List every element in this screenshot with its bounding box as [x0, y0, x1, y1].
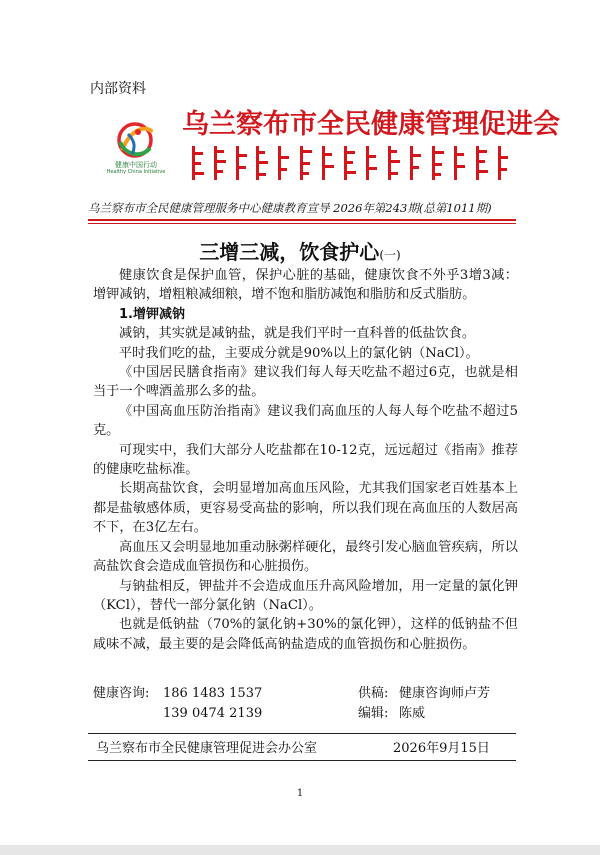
paragraph: 平时我们吃的盐，主要成分就是90%以上的氯化钠（NaCl）。: [119, 345, 479, 361]
consult-label: 健康咨询:: [93, 686, 150, 701]
footer-rule-top: [88, 733, 516, 734]
paragraph: 减钠，其实就是减钠盐，就是我们平时一直科普的低盐饮食。: [119, 326, 476, 342]
viewer-background: [0, 845, 600, 855]
paragraph: 《中国居民膳食指南》建议我们每人每天吃盐不超过6克，也就是相当于一个啤酒盖那么多的盐。: [93, 365, 518, 400]
masthead-rule-thick: [88, 219, 516, 221]
article-title-text: 三增三减，饮食护心: [199, 240, 380, 264]
paragraph: 与钠盐相反，钾盐并不会造成血压升高风险增加，用一定量的氯化钾（KCl），替代一部分氯化钠（NaCl）。: [93, 578, 518, 613]
article-title: [0, 236, 600, 265]
source-label: 供稿:: [358, 686, 389, 701]
paragraph: 也就是低钠盐（70%的氯化钠+30%的氯化钾），这样的低钠盐不但咸味不减，最主要的是会降低高钠盐造成的血管损伤和心脏损伤。: [93, 617, 518, 652]
editor-value: 陈威: [399, 706, 426, 721]
internal-label: 内部资料: [90, 81, 146, 97]
masthead-rule-thin: [88, 223, 516, 224]
issue-line: 乌兰察布市全民健康管理服务中心健康教育宣导 2026年第243期(总第1011期): [88, 201, 492, 215]
section-heading: 1.增钾减钠: [119, 306, 185, 322]
mongolian-script-graphic: [190, 142, 510, 186]
masthead-title: 乌兰察布市全民健康管理促进会: [182, 109, 560, 140]
editor-label: 编辑:: [358, 706, 389, 721]
source-value: 健康咨询师卢芳: [399, 686, 491, 701]
footer-organization: 乌兰察布市全民健康管理促进会办公室: [96, 741, 318, 756]
footer-rule-bottom: [88, 760, 516, 761]
article-body: [93, 266, 518, 654]
paragraph: 《中国高血压防治指南》建议我们高血压的人每人每个吃盐不超过5克。: [93, 403, 518, 439]
footer-date: 2026年9月15日: [393, 741, 490, 756]
page-number: 1: [296, 788, 304, 799]
paragraph: 高血压又会明显地加重动脉粥样硬化，最终引发心脑血管疾病，所以高盐饮食会造成血管损伤和心脏损伤。: [93, 539, 518, 575]
logo-subcaption: Healthy China Initiative: [106, 169, 166, 175]
paragraph: 长期高盐饮食，会明显增加高血压风险，尤其我们国家老百姓基本上都是盐敏感体质，更容易受高盐的影响，所以我们现在高血压的人数居高不下，在3亿左右。: [93, 481, 518, 536]
article-title-suffix: (一): [379, 248, 401, 262]
phone-2: 139 0474 2139: [163, 706, 263, 721]
contact-block: [93, 684, 518, 724]
phone-1: 186 1483 1537: [163, 686, 263, 701]
paragraph: 健康饮食是保护血管，保护心脏的基础，健康饮食不外乎3增3减：增钾减钠，增粗粮减细粮，增不饱和脂肪减饱和脂肪和反式脂肪。: [93, 268, 518, 303]
paragraph: 可现实中，我们大部分人吃盐都在10-12克，远远超过《指南》推荐的健康吃盐标准。: [93, 442, 518, 478]
logo-caption: 健康中国行动: [115, 161, 157, 169]
